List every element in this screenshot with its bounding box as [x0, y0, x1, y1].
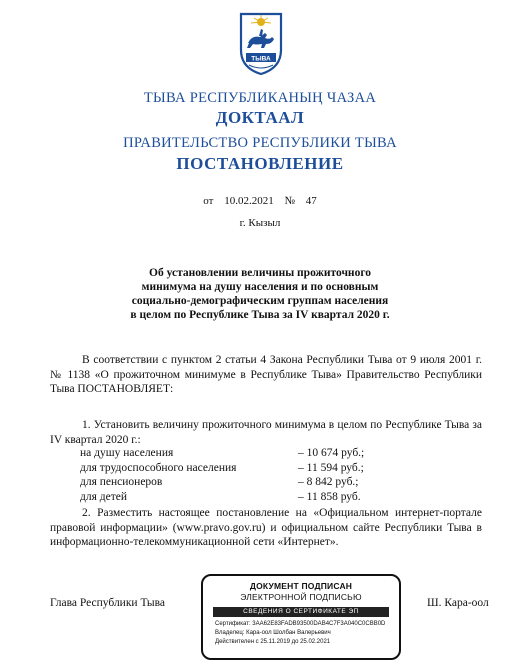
tuva-coat-of-arms-icon [237, 10, 285, 76]
list-item-value: – 11 858 руб. [298, 490, 361, 503]
item-1-paragraph: 1. Установить величину прожиточного минимума в целом по Республике Тыва за IV квартал 2020 г.: [50, 419, 482, 446]
signatory-position: Глава Республики Тыва [50, 597, 166, 609]
list-item-label: для трудоспособного населения [80, 461, 237, 474]
header-line-resolution: ПОСТАНОВЛЕНИЕ [176, 154, 344, 173]
title-line: минимума на душу населения и по основным [141, 281, 379, 293]
list-item [80, 461, 440, 476]
item-2-paragraph: 2. Разместить настоящее постановление на «Официальном интернет-портале правовой информации» (www.pravo.gov.ru) и официальном сайте Республики Тыва в информационно-телекоммуникационной сети «Интернет». [50, 507, 482, 548]
stamp-subtitle: ЭЛЕКТРОННОЙ ПОДПИСЬЮ [240, 592, 362, 602]
document-title [110, 266, 410, 322]
stamp-certificate: Сертификат: 3AA62E83FADB93500DAB4C7F3A040C0CBB0D [215, 621, 386, 627]
list-item [80, 446, 440, 461]
title-line: социально-демографическим группам населения [131, 295, 389, 307]
header-line-government: ПРАВИТЕЛЬСТВО РЕСПУБЛИКИ ТЫВА [123, 135, 397, 151]
list-item-value: – 11 594 руб.; [298, 461, 364, 474]
city: г. Кызыл [239, 217, 281, 229]
list-item-value: – 10 674 руб.; [298, 447, 365, 459]
list-item-label: на душу населения [80, 447, 174, 459]
preamble-paragraph: В соответствии с пунктом 2 статьи 4 Закона Республики Тыва от 9 июля 2001 г. № 1138 «О прожиточном минимуме в Республике Тыва» Правительство Республики Тыва ПОСТАНОВЛЯЕТ: [50, 354, 482, 395]
stamp-owner: Владелец: Кара-оол Шолбан Валерьевич [215, 630, 331, 636]
emblem-text: ТЫВА [251, 55, 271, 63]
signatory-name: Ш. Кара-оол [427, 597, 489, 609]
subsistence-minimum-list [80, 446, 440, 504]
header-line-tuvan-government: ТЫВА РЕСПУБЛИКАНЫҢ ЧАЗАА [143, 90, 377, 106]
header-line-doktaal: ДОКТААЛ [215, 108, 305, 127]
document-date: 10.02.2021 [224, 195, 274, 207]
title-line: Об установлении величины прожиточного [149, 267, 371, 279]
list-item-value: – 8 842 руб.; [298, 476, 359, 488]
electronic-signature-stamp [201, 574, 401, 660]
list-item [80, 475, 440, 490]
list-item-label: для детей [80, 490, 127, 503]
list-item [80, 490, 440, 505]
stamp-validity: Действителен с 25.11.2019 до 25.02.2021 [215, 639, 331, 645]
stamp-certificate-header: СВЕДЕНИЯ О СЕРТИФИКАТЕ ЭП [213, 607, 389, 617]
list-item-label: для пенсионеров [80, 476, 163, 488]
document-number: 47 [305, 195, 317, 207]
title-line: в целом по Республике Тыва за IV квартал 2020 г. [130, 309, 390, 321]
date-from-label: от [203, 195, 214, 207]
stamp-title: ДОКУМЕНТ ПОДПИСАН [249, 581, 353, 591]
number-label: № [284, 195, 295, 207]
date-line [0, 195, 520, 207]
